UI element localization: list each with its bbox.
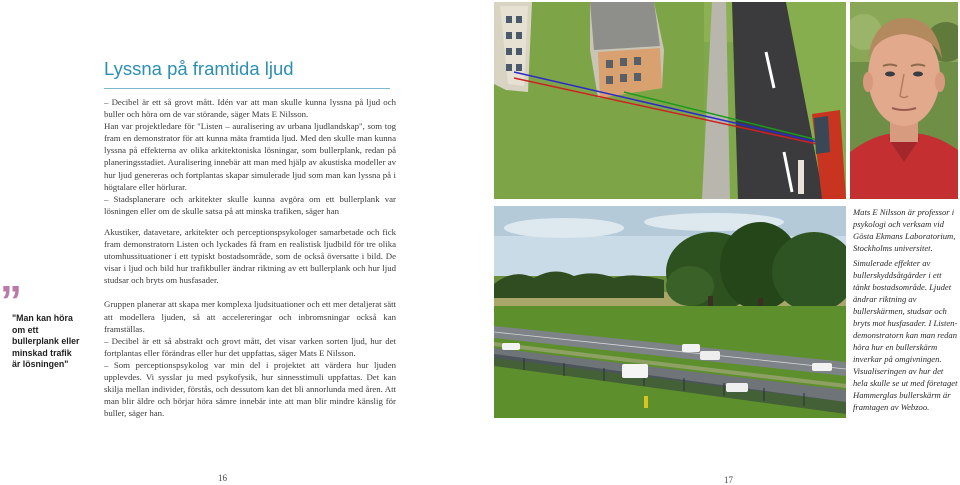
article-body-top — [104, 96, 396, 217]
body-paragraph: – Decibel är ett så abstrakt och grovt mått, det visar varken sorten ljud, hur det fortplantas eller förändras eller hur det uppfattas, säger Mats E Nilsson. — [104, 335, 396, 358]
quote-mark-icon: ” — [0, 277, 22, 326]
body-paragraph: – Decibel är ett så grovt mått. Idén var att man skulle kunna lyssna på ljud och buller och höra om de var störande, säger Mats E Nilsson. — [104, 97, 396, 120]
simulation-image — [494, 2, 846, 199]
body-paragraph: Akustiker, datavetare, arkitekter och perceptionspsykologer samarbetade och fick fram demonstratorn Listen och lyckades få fram en realistisk ljudbild för tre olika utomhussituationer i ett typiskt bostadsområde, som de också översatte i bild. De visar i ljud och bild hur trafikbuller ändrar riktning av ett bullerplank och hur ljud studsar och bryts om husfasader. — [104, 227, 396, 286]
portrait-caption: Mats E Nilsson är professor i psykologi och verksam vid Gösta Ekmans Laboratorium, Stockholms universitet. — [853, 207, 956, 253]
body-paragraph: Han var projektledare för "Listen – auralisering av urbana ljudlandskap", som tog fram en demonstrator för att kunna mäta framtida ljud. Med den skulle man kunna lyssna på effekterna av olika arkitektoniska lösningar, som bullerplank, redan på planeringsstadiet. Auralisering innebär att man med hjälp av akustiska modeller av hur ljud genereras och fortplantas skapar simulerade ljud som man kan lyssna på i högtalare eller hörlurar. — [104, 121, 396, 192]
body-paragraph: – Som perceptionspsykolog var min del i projektet att värdera hur ljuden upplevdes. Vi sysslar ju med psykofysik, hur sinnesstimuli uppfattas. Det kan skilja mellan individer, förstås, och dessutom kan det bli annorlunda med åren. Att man blir äldre och börjar höra sämre innebär inte att man blir mindre känslig för buller, säger han. — [104, 359, 396, 419]
article-body-bottom — [104, 226, 396, 419]
page-number-right: 17 — [724, 475, 733, 485]
article-title: Lyssna på framtida ljud — [104, 58, 294, 79]
image-caption: Simulerade effekter av bullerskyddsåtgärder i ett tänkt bostadsområde. Ljudet ändrar riktning av bullerskärmen, studsar och bryts mot husfasader. I Listen-demonstratorn kan man redan höra hur en bullerskärm inverkar på omgivningen. Visualiseringen av hur det hela skulle se ut med företaget Hammerglas bullerskärm är framtagen av Webzoo. — [853, 258, 958, 412]
pull-quote: "Man kan höra om ett bullerplank eller minskad trafik är lösningen" — [12, 313, 80, 370]
body-paragraph: – Stadsplanerare och arkitekter skulle kunna avgöra om ett bullerplank var lösningen eller om de skulle satsa på att minska trafiken, säger han — [104, 193, 396, 216]
portrait-image — [850, 2, 958, 199]
title-divider — [104, 88, 390, 89]
page-number-left: 16 — [218, 473, 227, 483]
body-paragraph: Gruppen planerar att skapa mer komplexa ljudsituationer och ett mer detaljerat sätt att modellera ljuden, så att accelereringar och inbromsningar också kan framställas. — [104, 299, 396, 334]
landscape-image — [494, 206, 846, 418]
